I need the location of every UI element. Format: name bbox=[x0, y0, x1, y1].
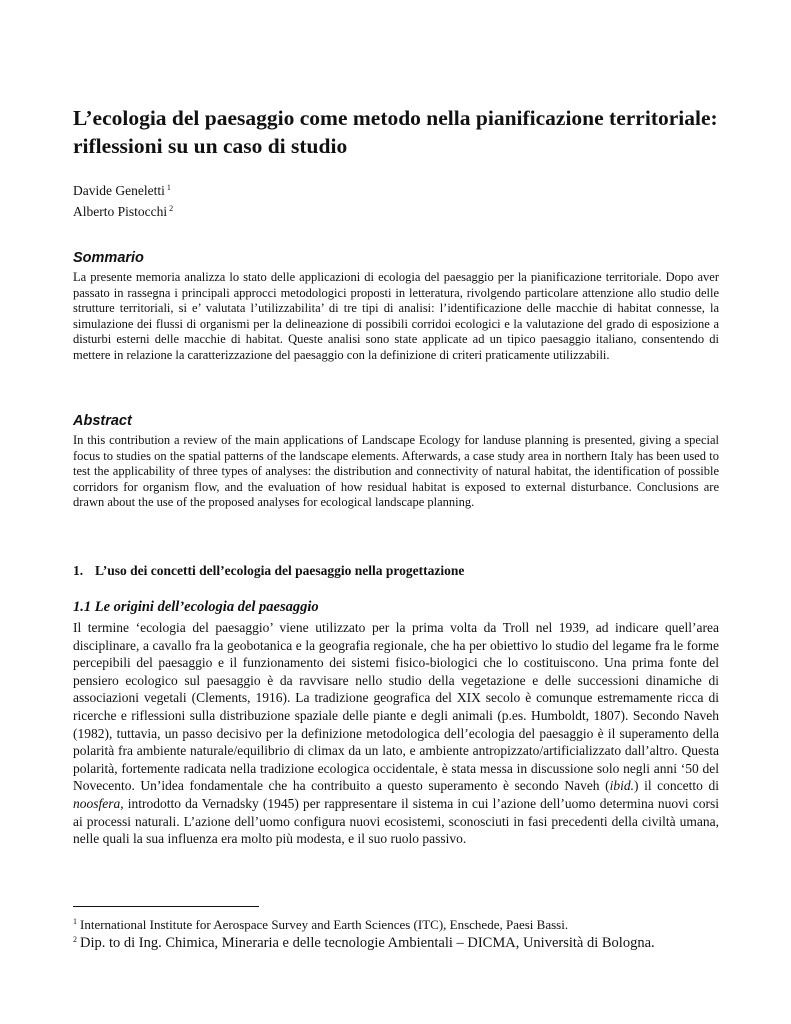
body-text: , introdotto da Vernadsky (1945) per rappresentare il sistema in cui l’azione dell’uomo determina nuovi corsi ai processi naturali. L’azione dell’uomo configura nuovi ecosistemi, sconosciuti in fasi precedenti della civiltà umana, nelle quali la sua influenza era molto più modesta, e il suo ruolo passivo. bbox=[73, 795, 719, 847]
italic-term: noosfera bbox=[73, 795, 121, 811]
sommario-text: La presente memoria analizza lo stato delle applicazioni di ecologia del paesaggio per la pianificazione territoriale. Dopo aver passato in rassegna i principali approcci metodologici proposti in letteratura, rivolgendo particolare attenzione allo studio delle strutture territoriali, si e’ valutata l’utilizzabilita’ di tre tipi di analisi: l’identificazione delle macchie di habitat connesse, la simulazione dei flussi di organismi per la delineazione di possibili corridoi ecologici e la valutazione del grado di esposizione a disturbi esterni delle macchie di habitat. Queste analisi sono state applicate ad un tipico paesaggio italiano, consentendo di mettere in relazione la caratterizzazione del paesaggio con la definizione di criteri praticamente utilizzabili. bbox=[73, 270, 719, 362]
author-1 bbox=[73, 179, 173, 200]
paper-title: L’ecologia del paesaggio come metodo nella pianificazione territoriale: riflessioni su un caso di studio bbox=[73, 106, 718, 158]
author-list bbox=[73, 179, 173, 221]
author-name: Davide Geneletti bbox=[73, 183, 165, 198]
author-affiliation-mark: 2 bbox=[169, 204, 174, 213]
author-2 bbox=[73, 200, 173, 221]
author-affiliation-mark: 1 bbox=[166, 183, 171, 192]
footnote-2 bbox=[73, 932, 655, 951]
footnote-text: International Institute for Aerospace Survey and Earth Sciences (ITC), Enschede, Paesi Bassi. bbox=[80, 917, 569, 932]
author-name: Alberto Pistocchi bbox=[73, 204, 168, 219]
body-text: ) il concetto di bbox=[634, 778, 719, 794]
footnote-mark: 2 bbox=[73, 935, 77, 944]
body-text: Il termine ‘ecologia del paesaggio’ viene utilizzato per la prima volta da Troll nel 1939, ad indicare quell’area disciplinare, a cavallo fra la geobotanica e la geografia regionale, che ha per obiettivo lo studio del legame fra le forme percepibili del paesaggio e il funzionamento dei sistemi fisico-biologici che lo costituiscono. Una prima fonte del pensiero ecologico sul paesaggio è da ravvisare nello studio della vegetazione e delle successioni dinamiche di associazioni vegetali (Clements, 1916). La tradizione geografica del XIX secolo è comunque estremamente ricca di ricerche e riflessioni sulla distribuzione spaziale delle piante e degli animali (p.es. Humboldt, 1807). Secondo Naveh (1982), tuttavia, un passo decisivo per la definizione metodologica dell’ecologia del paesaggio è il superamento della polarità fra ambiente naturale/equilibrio di climax da un lato, e ambiente antropizzato/artificializzato dall’altro. Questa polarità, fortemente radicata nella tradizione ecologica occidentale, è stata messa in discussione solo negli anni ‘50 del Novecento. Un’idea fondamentale che ha contribuito a questo superamento è secondo Naveh ( bbox=[73, 620, 719, 794]
footnote-mark: 1 bbox=[73, 917, 77, 926]
section-1-heading bbox=[73, 562, 464, 580]
subsection-1-1-text bbox=[73, 619, 719, 848]
sommario-heading: Sommario bbox=[73, 250, 144, 266]
abstract-text: In this contribution a review of the main applications of Landscape Ecology for landuse planning is presented, giving a special focus to studies on the spatial patterns of the landscape elements. Afterwards, a case study area in northern Italy has been used to test the applicability of three types of analyses: the distribution and connectivity of natural habitat, the identification of possible corridors for organism flow, and the evaluation of how residual habitat is exposed to external disturbance. Conclusions are drawn about the use of the proposed analyses for ecological landscape planning. bbox=[73, 433, 719, 509]
italic-term: ibid. bbox=[609, 778, 635, 794]
section-number: 1. bbox=[73, 563, 84, 578]
abstract-heading: Abstract bbox=[73, 413, 132, 429]
footnote-divider bbox=[73, 906, 259, 907]
section-title: L’uso dei concetti dell’ecologia del paesaggio nella progettazione bbox=[95, 563, 465, 578]
footnote-text: Dip. to di Ing. Chimica, Mineraria e delle tecnologie Ambientali – DICMA, Università di Bologna. bbox=[80, 935, 655, 951]
footnote-1 bbox=[73, 914, 568, 933]
subsection-1-1-heading: 1.1 Le origini dell’ecologia del paesaggio bbox=[73, 599, 319, 615]
